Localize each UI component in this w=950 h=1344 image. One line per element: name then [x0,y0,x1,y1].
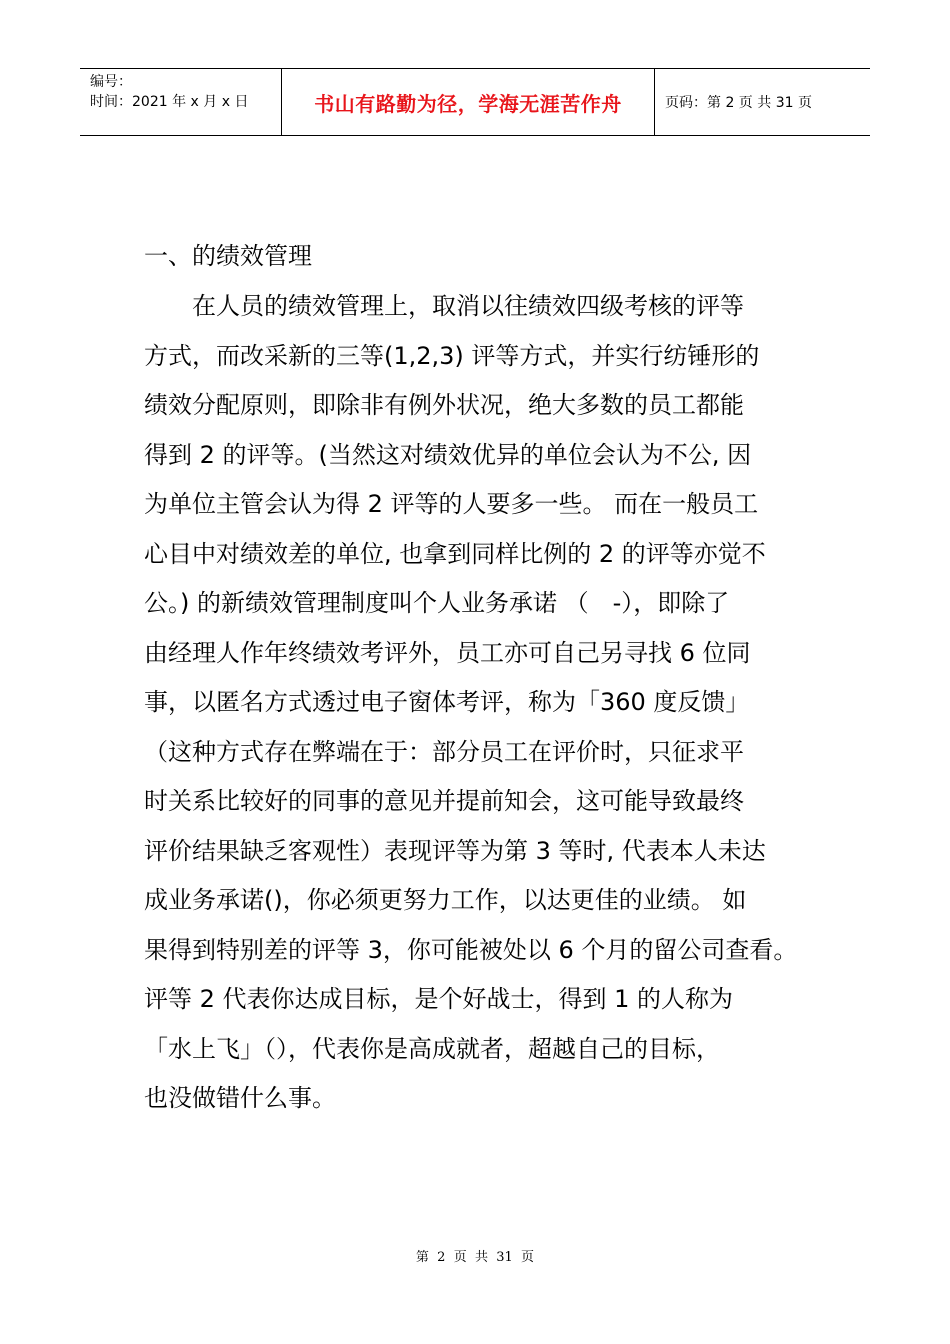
text-line: 也没做错什么事。 [144,1084,336,1112]
text-line: 评价结果缺乏客观性）表现评等为第 3 等时, 代表本人未达 [144,836,766,865]
text-line: 方式，而改采新的三等(1,2,3) 评等方式，并实行纺锤形的 [144,341,760,370]
text-line: 事，以匿名方式透过电子窗体考评，称为「360 度反馈」 [144,688,750,716]
header-page-cell [655,69,870,135]
section-title: 一、的绩效管理 [144,242,312,270]
header-page-info: 页码：第 2 页 共 31 页 [665,95,812,111]
text-line: （这种方式存在弊端在于：部分员工在评价时，只征求平 [144,737,744,766]
text-line: 绩效分配原则，即除非有例外状况，绝大多数的员工都能 [144,391,744,419]
text-line: 时关系比较好的同事的意见并提前知会，这可能导致最终 [144,787,744,815]
page-header [80,68,870,136]
text-line: 心目中对绩效差的单位, 也拿到同样比例的 2 的评等亦觉不 [144,539,766,568]
body-paragraph [144,286,824,1128]
text-line: 公。) 的新绩效管理制度叫个人业务承诺 （ -），即除了 [144,589,730,617]
header-motto-cell [282,69,655,135]
text-line: 「水上飞」（），代表你是高成就者，超越自己的目标， [144,1034,720,1063]
document-number-label: 编号： [90,74,132,90]
text-line: 在人员的绩效管理上，取消以往绩效四级考核的评等 [144,292,744,320]
header-motto: 书山有路勤为径，学海无涯苦作舟 [314,91,622,116]
document-date-label: 时间：2021 年 x 月 x 日 [90,94,249,110]
text-line: 由经理人作年终绩效考评外，员工亦可自己另寻找 6 位同 [144,638,751,667]
text-line: 为单位主管会认为得 2 评等的人要多一些。 而在一般员工 [144,490,759,518]
text-line: 评等 2 代表你达成目标，是个好战士，得到 1 的人称为 [144,985,734,1013]
text-line: 成业务承诺()，你必须更努力工作，以达更佳的业绩。 如 [144,886,747,914]
text-line: 果得到特别差的评等 3，你可能被处以 6 个月的留公司查看。 [144,935,798,964]
text-line: 得到 2 的评等。(当然这对绩效优异的单位会认为不公, 因 [144,440,752,469]
page-footer: 第 2 页 共 31 页 [415,1250,535,1265]
header-meta-cell [80,69,282,135]
